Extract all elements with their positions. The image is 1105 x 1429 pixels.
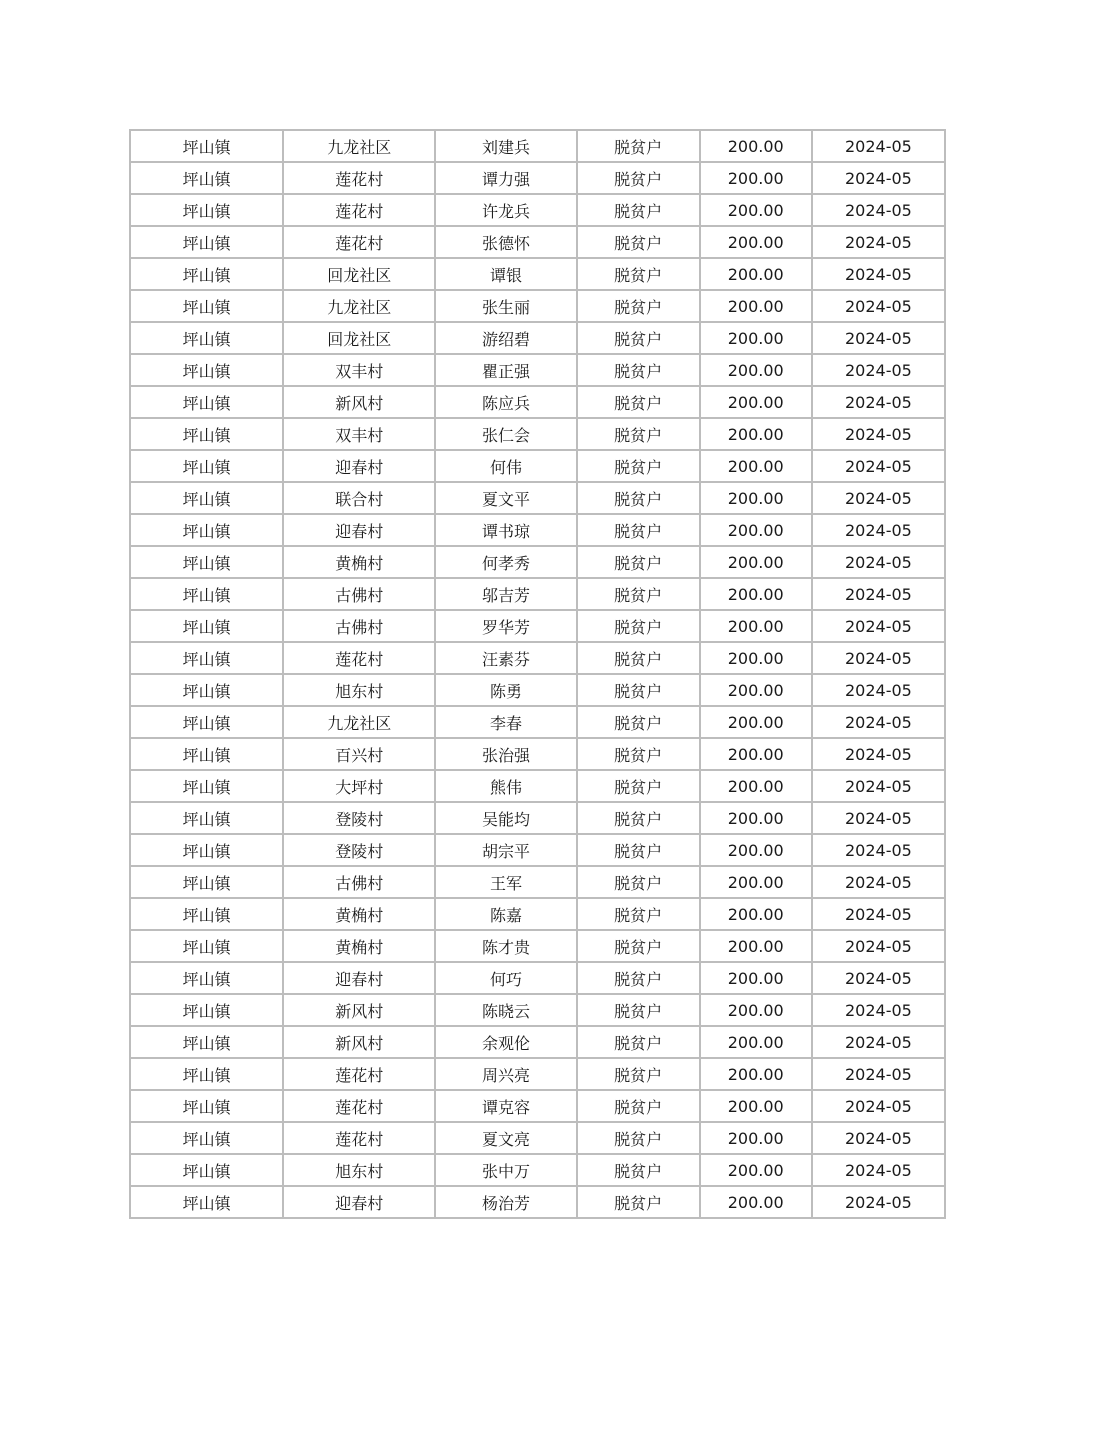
table-row: [130, 642, 945, 674]
household-type-cell: 脱贫户: [577, 354, 700, 386]
town-cell: 坪山镇: [130, 130, 283, 162]
table-row: [130, 962, 945, 994]
village-cell: 黄桷村: [283, 546, 435, 578]
village-cell: 古佛村: [283, 866, 435, 898]
household-type-cell: 脱贫户: [577, 706, 700, 738]
table-row: [130, 482, 945, 514]
date-cell: 2024-05: [812, 258, 945, 290]
household-type-cell: 脱贫户: [577, 1186, 700, 1218]
date-cell: 2024-05: [812, 1090, 945, 1122]
amount-cell: 200.00: [700, 194, 812, 226]
table-row: [130, 610, 945, 642]
date-cell: 2024-05: [812, 1026, 945, 1058]
date-cell: 2024-05: [812, 546, 945, 578]
name-cell: 周兴亮: [435, 1058, 576, 1090]
village-cell: 迎春村: [283, 962, 435, 994]
town-cell: 坪山镇: [130, 898, 283, 930]
town-cell: 坪山镇: [130, 770, 283, 802]
village-cell: 回龙社区: [283, 322, 435, 354]
town-cell: 坪山镇: [130, 546, 283, 578]
household-type-cell: 脱贫户: [577, 1026, 700, 1058]
table-row: [130, 770, 945, 802]
table-row: [130, 546, 945, 578]
household-type-cell: 脱贫户: [577, 130, 700, 162]
table-row: [130, 674, 945, 706]
date-cell: 2024-05: [812, 898, 945, 930]
town-cell: 坪山镇: [130, 706, 283, 738]
town-cell: 坪山镇: [130, 802, 283, 834]
household-type-cell: 脱贫户: [577, 226, 700, 258]
household-type-cell: 脱贫户: [577, 738, 700, 770]
amount-cell: 200.00: [700, 226, 812, 258]
town-cell: 坪山镇: [130, 194, 283, 226]
household-type-cell: 脱贫户: [577, 450, 700, 482]
household-type-cell: 脱贫户: [577, 546, 700, 578]
household-type-cell: 脱贫户: [577, 386, 700, 418]
village-cell: 新风村: [283, 994, 435, 1026]
village-cell: 莲花村: [283, 162, 435, 194]
household-type-cell: 脱贫户: [577, 962, 700, 994]
table-row: [130, 1026, 945, 1058]
table-row: [130, 706, 945, 738]
village-cell: 古佛村: [283, 578, 435, 610]
amount-cell: 200.00: [700, 738, 812, 770]
amount-cell: 200.00: [700, 1058, 812, 1090]
village-cell: 迎春村: [283, 1186, 435, 1218]
amount-cell: 200.00: [700, 1026, 812, 1058]
household-type-cell: 脱贫户: [577, 898, 700, 930]
name-cell: 汪素芬: [435, 642, 576, 674]
amount-cell: 200.00: [700, 1186, 812, 1218]
town-cell: 坪山镇: [130, 258, 283, 290]
village-cell: 双丰村: [283, 354, 435, 386]
town-cell: 坪山镇: [130, 610, 283, 642]
name-cell: 陈勇: [435, 674, 576, 706]
village-cell: 莲花村: [283, 1122, 435, 1154]
amount-cell: 200.00: [700, 674, 812, 706]
amount-cell: 200.00: [700, 610, 812, 642]
town-cell: 坪山镇: [130, 226, 283, 258]
town-cell: 坪山镇: [130, 450, 283, 482]
date-cell: 2024-05: [812, 130, 945, 162]
name-cell: 陈应兵: [435, 386, 576, 418]
household-type-cell: 脱贫户: [577, 1154, 700, 1186]
household-type-cell: 脱贫户: [577, 994, 700, 1026]
table-row: [130, 1090, 945, 1122]
amount-cell: 200.00: [700, 354, 812, 386]
town-cell: 坪山镇: [130, 578, 283, 610]
table-row: [130, 834, 945, 866]
date-cell: 2024-05: [812, 418, 945, 450]
town-cell: 坪山镇: [130, 418, 283, 450]
table-row: [130, 194, 945, 226]
amount-cell: 200.00: [700, 258, 812, 290]
amount-cell: 200.00: [700, 770, 812, 802]
household-type-cell: 脱贫户: [577, 642, 700, 674]
town-cell: 坪山镇: [130, 834, 283, 866]
village-cell: 百兴村: [283, 738, 435, 770]
village-cell: 联合村: [283, 482, 435, 514]
name-cell: 余观伦: [435, 1026, 576, 1058]
village-cell: 回龙社区: [283, 258, 435, 290]
date-cell: 2024-05: [812, 1186, 945, 1218]
town-cell: 坪山镇: [130, 1026, 283, 1058]
amount-cell: 200.00: [700, 482, 812, 514]
table-row: [130, 930, 945, 962]
name-cell: 夏文亮: [435, 1122, 576, 1154]
date-cell: 2024-05: [812, 1058, 945, 1090]
village-cell: 莲花村: [283, 226, 435, 258]
amount-cell: 200.00: [700, 834, 812, 866]
table-row: [130, 1186, 945, 1218]
household-type-cell: 脱贫户: [577, 834, 700, 866]
name-cell: 何伟: [435, 450, 576, 482]
village-cell: 迎春村: [283, 450, 435, 482]
name-cell: 瞿正强: [435, 354, 576, 386]
village-cell: 新风村: [283, 1026, 435, 1058]
amount-cell: 200.00: [700, 1154, 812, 1186]
table-row: [130, 1154, 945, 1186]
amount-cell: 200.00: [700, 642, 812, 674]
village-cell: 古佛村: [283, 610, 435, 642]
name-cell: 张德怀: [435, 226, 576, 258]
amount-cell: 200.00: [700, 578, 812, 610]
date-cell: 2024-05: [812, 770, 945, 802]
name-cell: 谭克容: [435, 1090, 576, 1122]
town-cell: 坪山镇: [130, 738, 283, 770]
name-cell: 张仁会: [435, 418, 576, 450]
amount-cell: 200.00: [700, 290, 812, 322]
household-type-cell: 脱贫户: [577, 322, 700, 354]
amount-cell: 200.00: [700, 994, 812, 1026]
village-cell: 双丰村: [283, 418, 435, 450]
town-cell: 坪山镇: [130, 1154, 283, 1186]
amount-cell: 200.00: [700, 962, 812, 994]
name-cell: 张治强: [435, 738, 576, 770]
date-cell: 2024-05: [812, 674, 945, 706]
town-cell: 坪山镇: [130, 322, 283, 354]
town-cell: 坪山镇: [130, 930, 283, 962]
town-cell: 坪山镇: [130, 1058, 283, 1090]
name-cell: 何巧: [435, 962, 576, 994]
table-row: [130, 258, 945, 290]
village-cell: 九龙社区: [283, 706, 435, 738]
amount-cell: 200.00: [700, 130, 812, 162]
town-cell: 坪山镇: [130, 1090, 283, 1122]
date-cell: 2024-05: [812, 866, 945, 898]
household-type-cell: 脱贫户: [577, 258, 700, 290]
town-cell: 坪山镇: [130, 354, 283, 386]
date-cell: 2024-05: [812, 354, 945, 386]
name-cell: 游绍碧: [435, 322, 576, 354]
village-cell: 大坪村: [283, 770, 435, 802]
household-type-cell: 脱贫户: [577, 930, 700, 962]
town-cell: 坪山镇: [130, 994, 283, 1026]
name-cell: 陈嘉: [435, 898, 576, 930]
subsidy-table: [129, 129, 946, 1219]
name-cell: 王军: [435, 866, 576, 898]
table-row: [130, 738, 945, 770]
household-type-cell: 脱贫户: [577, 162, 700, 194]
name-cell: 邬吉芳: [435, 578, 576, 610]
name-cell: 杨治芳: [435, 1186, 576, 1218]
amount-cell: 200.00: [700, 1090, 812, 1122]
village-cell: 迎春村: [283, 514, 435, 546]
name-cell: 陈才贵: [435, 930, 576, 962]
name-cell: 谭力强: [435, 162, 576, 194]
name-cell: 许龙兵: [435, 194, 576, 226]
town-cell: 坪山镇: [130, 162, 283, 194]
town-cell: 坪山镇: [130, 514, 283, 546]
town-cell: 坪山镇: [130, 482, 283, 514]
village-cell: 莲花村: [283, 642, 435, 674]
date-cell: 2024-05: [812, 450, 945, 482]
table-row: [130, 514, 945, 546]
table-row: [130, 226, 945, 258]
household-type-cell: 脱贫户: [577, 514, 700, 546]
household-type-cell: 脱贫户: [577, 1122, 700, 1154]
table-row: [130, 866, 945, 898]
village-cell: 新风村: [283, 386, 435, 418]
date-cell: 2024-05: [812, 226, 945, 258]
name-cell: 陈晓云: [435, 994, 576, 1026]
table-row: [130, 354, 945, 386]
town-cell: 坪山镇: [130, 386, 283, 418]
town-cell: 坪山镇: [130, 674, 283, 706]
date-cell: 2024-05: [812, 642, 945, 674]
table-row: [130, 1122, 945, 1154]
date-cell: 2024-05: [812, 706, 945, 738]
household-type-cell: 脱贫户: [577, 418, 700, 450]
village-cell: 旭东村: [283, 674, 435, 706]
household-type-cell: 脱贫户: [577, 578, 700, 610]
table-row: [130, 578, 945, 610]
table-row: [130, 162, 945, 194]
amount-cell: 200.00: [700, 546, 812, 578]
household-type-cell: 脱贫户: [577, 610, 700, 642]
date-cell: 2024-05: [812, 738, 945, 770]
town-cell: 坪山镇: [130, 1186, 283, 1218]
name-cell: 罗华芳: [435, 610, 576, 642]
date-cell: 2024-05: [812, 962, 945, 994]
date-cell: 2024-05: [812, 1154, 945, 1186]
amount-cell: 200.00: [700, 898, 812, 930]
amount-cell: 200.00: [700, 706, 812, 738]
amount-cell: 200.00: [700, 162, 812, 194]
date-cell: 2024-05: [812, 322, 945, 354]
table-row: [130, 130, 945, 162]
amount-cell: 200.00: [700, 866, 812, 898]
household-type-cell: 脱贫户: [577, 1090, 700, 1122]
table-row: [130, 898, 945, 930]
date-cell: 2024-05: [812, 194, 945, 226]
name-cell: 胡宗平: [435, 834, 576, 866]
village-cell: 旭东村: [283, 1154, 435, 1186]
household-type-cell: 脱贫户: [577, 482, 700, 514]
date-cell: 2024-05: [812, 290, 945, 322]
name-cell: 李春: [435, 706, 576, 738]
village-cell: 莲花村: [283, 1058, 435, 1090]
name-cell: 谭银: [435, 258, 576, 290]
date-cell: 2024-05: [812, 994, 945, 1026]
village-cell: 登陵村: [283, 802, 435, 834]
table-row: [130, 1058, 945, 1090]
date-cell: 2024-05: [812, 834, 945, 866]
amount-cell: 200.00: [700, 386, 812, 418]
name-cell: 张中万: [435, 1154, 576, 1186]
table-row: [130, 290, 945, 322]
town-cell: 坪山镇: [130, 962, 283, 994]
date-cell: 2024-05: [812, 162, 945, 194]
household-type-cell: 脱贫户: [577, 194, 700, 226]
amount-cell: 200.00: [700, 450, 812, 482]
household-type-cell: 脱贫户: [577, 1058, 700, 1090]
amount-cell: 200.00: [700, 802, 812, 834]
village-cell: 登陵村: [283, 834, 435, 866]
household-type-cell: 脱贫户: [577, 770, 700, 802]
household-type-cell: 脱贫户: [577, 290, 700, 322]
village-cell: 黄桷村: [283, 898, 435, 930]
amount-cell: 200.00: [700, 1122, 812, 1154]
name-cell: 刘建兵: [435, 130, 576, 162]
household-type-cell: 脱贫户: [577, 866, 700, 898]
town-cell: 坪山镇: [130, 642, 283, 674]
table-row: [130, 386, 945, 418]
date-cell: 2024-05: [812, 610, 945, 642]
name-cell: 谭书琼: [435, 514, 576, 546]
name-cell: 张生丽: [435, 290, 576, 322]
amount-cell: 200.00: [700, 514, 812, 546]
date-cell: 2024-05: [812, 802, 945, 834]
village-cell: 九龙社区: [283, 290, 435, 322]
village-cell: 黄桷村: [283, 930, 435, 962]
table-row: [130, 450, 945, 482]
name-cell: 何孝秀: [435, 546, 576, 578]
table-row: [130, 994, 945, 1026]
table-row: [130, 322, 945, 354]
date-cell: 2024-05: [812, 1122, 945, 1154]
amount-cell: 200.00: [700, 930, 812, 962]
date-cell: 2024-05: [812, 386, 945, 418]
name-cell: 吴能均: [435, 802, 576, 834]
village-cell: 莲花村: [283, 1090, 435, 1122]
town-cell: 坪山镇: [130, 290, 283, 322]
village-cell: 莲花村: [283, 194, 435, 226]
date-cell: 2024-05: [812, 482, 945, 514]
name-cell: 熊伟: [435, 770, 576, 802]
date-cell: 2024-05: [812, 514, 945, 546]
table-row: [130, 802, 945, 834]
table-body: [130, 130, 945, 1218]
household-type-cell: 脱贫户: [577, 802, 700, 834]
household-type-cell: 脱贫户: [577, 674, 700, 706]
amount-cell: 200.00: [700, 418, 812, 450]
amount-cell: 200.00: [700, 322, 812, 354]
table-row: [130, 418, 945, 450]
town-cell: 坪山镇: [130, 866, 283, 898]
village-cell: 九龙社区: [283, 130, 435, 162]
name-cell: 夏文平: [435, 482, 576, 514]
town-cell: 坪山镇: [130, 1122, 283, 1154]
date-cell: 2024-05: [812, 578, 945, 610]
date-cell: 2024-05: [812, 930, 945, 962]
